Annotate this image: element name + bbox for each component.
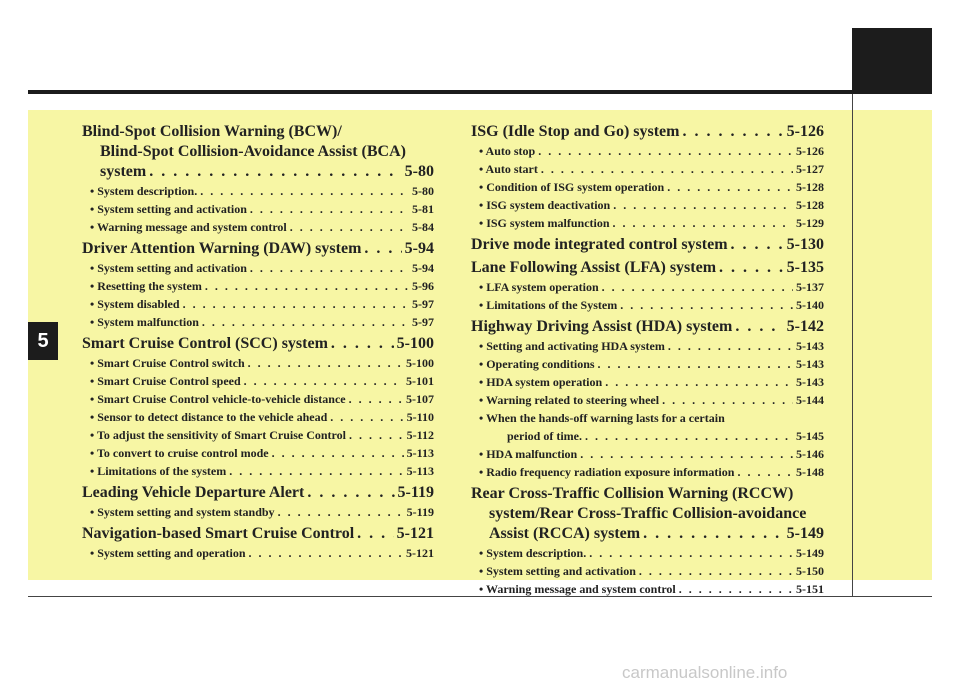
dot-leader [248, 354, 403, 372]
chapter-tab[interactable]: 5 [28, 322, 58, 360]
dot-leader [205, 277, 409, 295]
toc-section-entry[interactable] [82, 483, 434, 503]
page-number[interactable]: 5-127 [796, 162, 824, 176]
toc-section-title: Highway Driving Assist (HDA) system [471, 318, 733, 335]
page-number[interactable]: 5-107 [406, 392, 434, 406]
page-number[interactable]: 5-142 [786, 318, 824, 335]
dot-leader [580, 445, 793, 463]
toc-subsection-entry[interactable] [82, 372, 434, 390]
toc-subsection-entry[interactable] [471, 337, 824, 355]
page-number[interactable]: 5-113 [406, 464, 434, 478]
toc-section-title: Leading Vehicle Departure Alert [82, 484, 305, 501]
page-number[interactable]: 5-121 [406, 546, 434, 560]
page-number[interactable]: 5-110 [406, 410, 434, 424]
dot-leader [250, 259, 409, 277]
page-number[interactable]: 5-119 [406, 505, 434, 519]
toc-entry-line [90, 218, 434, 236]
toc-subsection-entry[interactable] [471, 409, 824, 445]
toc-subsection-entry[interactable] [82, 259, 434, 277]
page-number[interactable]: 5-143 [796, 339, 824, 353]
toc-subsection-title: • Condition of ISG system operation [479, 180, 665, 194]
toc-section-title: ISG (Idle Stop and Go) system [471, 123, 680, 140]
toc-left-column [82, 122, 434, 562]
toc-subsection-title: • LFA system operation [479, 280, 599, 294]
toc-subsection-title: period of time. [507, 429, 582, 443]
toc-entry-line [479, 427, 824, 445]
dot-leader [349, 390, 403, 408]
toc-subsection-title: • Warning message and system control [479, 582, 676, 596]
dot-leader [349, 426, 404, 444]
page-number[interactable]: 5-94 [404, 240, 434, 257]
toc-subsection-title: • Radio frequency radiation exposure information [479, 465, 735, 479]
toc-entry-line [479, 296, 824, 314]
toc-subsection-entry[interactable] [82, 462, 434, 480]
toc-entry-line [82, 483, 434, 503]
toc-subsection-entry[interactable] [82, 182, 434, 200]
toc-subsection-title: • System setting and activation [90, 261, 247, 275]
toc-subsection-entry[interactable] [82, 295, 434, 313]
dot-leader [202, 313, 409, 331]
toc-subsection-entry[interactable] [82, 408, 434, 426]
toc-subsection-title: • ISG system malfunction [479, 216, 610, 230]
toc-subsection-entry[interactable] [471, 391, 824, 409]
page-number[interactable]: 5-128 [796, 198, 824, 212]
toc-entry-line [90, 313, 434, 331]
dot-leader [357, 524, 394, 544]
toc-subsection-entry[interactable] [471, 178, 824, 196]
dot-leader [602, 278, 793, 296]
dot-leader [330, 408, 403, 426]
toc-entry-line [479, 580, 824, 598]
toc-subsection-entry[interactable] [471, 544, 824, 562]
toc-entry-line [82, 122, 434, 142]
toc-section-title: Drive mode integrated control system [471, 236, 728, 253]
toc-subsection-title: • HDA malfunction [479, 447, 578, 461]
corner-tab-block [852, 28, 932, 90]
toc-subsection-title: • System setting and system standby [90, 505, 275, 519]
toc-subsection-title: • Smart Cruise Control vehicle-to-vehicle distance [90, 392, 346, 406]
dot-leader [183, 295, 409, 313]
toc-entry-line [82, 239, 434, 259]
toc-subsection-entry[interactable] [471, 445, 824, 463]
dot-leader [229, 462, 403, 480]
toc-entry-line [479, 337, 824, 355]
toc-entry-line [479, 562, 824, 580]
page-number[interactable]: 5-143 [796, 357, 824, 371]
toc-entry-line [471, 524, 824, 544]
page-number[interactable]: 5-129 [796, 216, 824, 230]
dot-leader [737, 463, 793, 481]
page-number[interactable]: 5-137 [796, 280, 824, 294]
dot-leader [541, 160, 793, 178]
dot-leader [605, 373, 793, 391]
toc-right-column [471, 122, 824, 598]
toc-section-entry[interactable] [471, 258, 824, 278]
toc-subsection-entry[interactable] [471, 373, 824, 391]
page-number[interactable]: 5-126 [796, 144, 824, 158]
toc-subsection-entry[interactable] [82, 354, 434, 372]
toc-subsection-entry[interactable] [471, 296, 824, 314]
dot-leader [290, 218, 409, 236]
dot-leader [613, 196, 793, 214]
dot-leader [719, 258, 784, 278]
toc-subsection-entry[interactable] [471, 160, 824, 178]
page-number[interactable]: 5-149 [786, 525, 824, 542]
toc-entry-line [90, 462, 434, 480]
side-divider [852, 94, 853, 597]
page-number[interactable]: 5-135 [786, 259, 824, 276]
toc-section-title: system [100, 163, 147, 180]
toc-subsection-title: • System description. [479, 546, 587, 560]
toc-entry-line [479, 544, 824, 562]
page-number[interactable]: 5-100 [406, 356, 434, 370]
toc-subsection-entry[interactable] [471, 580, 824, 598]
page-number[interactable]: 5-143 [796, 375, 824, 389]
page-number[interactable]: 5-97 [412, 315, 434, 329]
toc-entry-line [90, 372, 434, 390]
toc-entry-line [471, 258, 824, 278]
toc-entry-line [90, 295, 434, 313]
page-number[interactable]: 5-146 [796, 447, 824, 461]
toc-section-title: Blind-Spot Collision Warning (BCW)/ [82, 123, 342, 140]
toc-subsection-title: • Setting and activating HDA system [479, 339, 665, 353]
toc-section-entry[interactable] [82, 524, 434, 544]
toc-entry-line [90, 408, 434, 426]
toc-entry-line [479, 391, 824, 409]
page-number[interactable]: 5-80 [412, 184, 434, 198]
toc-section-entry[interactable] [471, 235, 824, 255]
page-number[interactable]: 5-113 [406, 446, 434, 460]
toc-entry-line [90, 426, 434, 444]
page-number[interactable]: 5-150 [796, 564, 824, 578]
toc-entry-line [90, 390, 434, 408]
dot-leader [613, 214, 793, 232]
dot-leader [249, 544, 403, 562]
toc-section-entry[interactable] [471, 122, 824, 142]
toc-entry-line [82, 162, 434, 182]
toc-subsection-title: • System setting and activation [479, 564, 636, 578]
toc-entry-line [471, 484, 824, 504]
toc-subsection-entry[interactable] [82, 390, 434, 408]
toc-subsection-entry[interactable] [471, 214, 824, 232]
toc-subsection-entry[interactable] [82, 277, 434, 295]
toc-section-title: Lane Following Assist (LFA) system [471, 259, 717, 276]
toc-entry-line [82, 334, 434, 354]
page-number[interactable]: 5-149 [796, 546, 824, 560]
toc-section-entry[interactable] [82, 239, 434, 259]
toc-entry-line [90, 200, 434, 218]
toc-subsection-entry[interactable] [82, 313, 434, 331]
page-number[interactable]: 5-121 [396, 525, 434, 542]
toc-subsection-entry[interactable] [471, 355, 824, 373]
toc-subsection-entry[interactable] [471, 278, 824, 296]
toc-entry-line [479, 445, 824, 463]
toc-subsection-title: • When the hands-off warning lasts for a certain [479, 411, 725, 425]
dot-leader [278, 503, 404, 521]
toc-entry-line [479, 196, 824, 214]
toc-subsection-entry[interactable] [82, 426, 434, 444]
dot-leader [735, 317, 783, 337]
toc-entry-line [479, 409, 824, 427]
toc-entry-line [90, 444, 434, 462]
toc-subsection-title: • Warning message and system control [90, 220, 287, 234]
toc-section-entry[interactable] [471, 317, 824, 337]
toc-subsection-title: • Limitations of the system [90, 464, 227, 478]
toc-subsection-title: • System setting and activation [90, 202, 247, 216]
toc-subsection-entry[interactable] [471, 142, 824, 160]
toc-subsection-title: • To adjust the sensitivity of Smart Cruise Control [90, 428, 346, 442]
toc-entry-line [479, 278, 824, 296]
page-number[interactable]: 5-96 [412, 279, 434, 293]
toc-section-title: Rear Cross-Traffic Collision Warning (RCCW) [471, 485, 794, 502]
toc-subsection-title: • Limitations of the System [479, 298, 618, 312]
toc-entry-line [471, 317, 824, 337]
page-number[interactable]: 5-119 [397, 484, 434, 501]
top-rule [28, 90, 932, 94]
dot-leader [589, 544, 793, 562]
toc-subsection-title: • System description. [90, 184, 198, 198]
toc-entry-line [479, 463, 824, 481]
toc-subsection-title: • ISG system deactivation [479, 198, 611, 212]
dot-leader [620, 296, 793, 314]
toc-entry-line [82, 524, 434, 544]
toc-entry-line [90, 182, 434, 200]
toc-subsection-title: • Auto start [479, 162, 538, 176]
toc-subsection-entry[interactable] [82, 444, 434, 462]
dot-leader [731, 235, 784, 255]
dot-leader [200, 182, 409, 200]
dot-leader [538, 142, 793, 160]
toc-subsection-title: • Auto stop [479, 144, 536, 158]
dot-leader [662, 391, 793, 409]
toc-entry-line [90, 354, 434, 372]
toc-section-title: Blind-Spot Collision-Avoidance Assist (BCA) [100, 143, 406, 160]
dot-leader [682, 122, 783, 142]
page-number[interactable]: 5-101 [406, 374, 434, 388]
toc-subsection-entry[interactable] [471, 562, 824, 580]
page-number[interactable]: 5-94 [412, 261, 434, 275]
page-number[interactable]: 5-140 [796, 298, 824, 312]
page-number[interactable]: 5-80 [404, 163, 434, 180]
toc-subsection-title: • HDA system operation [479, 375, 603, 389]
toc-subsection-title: • Operating conditions [479, 357, 595, 371]
dot-leader [364, 239, 401, 259]
page-number[interactable]: 5-97 [412, 297, 434, 311]
toc-subsection-title: • Smart Cruise Control switch [90, 356, 245, 370]
toc-section-entry[interactable] [471, 484, 824, 544]
toc-subsection-title: • System disabled [90, 297, 180, 311]
toc-subsection-title: • Warning related to steering wheel [479, 393, 660, 407]
dot-leader [244, 372, 403, 390]
toc-entry-line [479, 214, 824, 232]
toc-subsection-title: • System setting and operation [90, 546, 246, 560]
toc-section-title: Driver Attention Warning (DAW) system [82, 240, 362, 257]
page-number[interactable]: 5-145 [796, 429, 824, 443]
toc-entry-line [90, 259, 434, 277]
dot-leader [643, 524, 784, 544]
toc-subsection-title: • Sensor to detect distance to the vehicle ahead [90, 410, 328, 424]
toc-entry-line [90, 503, 434, 521]
toc-entry-line [90, 277, 434, 295]
dot-leader [598, 355, 793, 373]
toc-subsection-entry[interactable] [471, 463, 824, 481]
toc-section-title: Assist (RCCA) system [489, 525, 641, 542]
toc-subsection-entry[interactable] [82, 544, 434, 562]
dot-leader [250, 200, 409, 218]
toc-section-entry[interactable] [82, 334, 434, 354]
toc-subsection-entry[interactable] [471, 196, 824, 214]
toc-entry-line [471, 235, 824, 255]
watermark: carmanualsonline.info [622, 663, 788, 682]
toc-entry-line [479, 160, 824, 178]
dot-leader [667, 178, 793, 196]
dot-leader [307, 483, 394, 503]
toc-subsection-entry[interactable] [82, 503, 434, 521]
toc-section-title: Navigation-based Smart Cruise Control [82, 525, 355, 542]
page-number[interactable]: 5-151 [796, 582, 824, 596]
toc-entry-line [82, 142, 434, 162]
page-number[interactable]: 5-148 [796, 465, 824, 479]
toc-entry-line [471, 122, 824, 142]
toc-entry-line [479, 142, 824, 160]
dot-leader [668, 337, 793, 355]
dot-leader [149, 162, 401, 182]
page-number[interactable]: 5-81 [412, 202, 434, 216]
toc-entry-line [479, 373, 824, 391]
toc-section-title: system/Rear Cross-Traffic Collision-avoidance [489, 505, 807, 522]
toc-entry-line [90, 544, 434, 562]
toc-subsection-entry[interactable] [82, 218, 434, 236]
toc-subsection-title: • Smart Cruise Control speed [90, 374, 241, 388]
toc-section-title: Smart Cruise Control (SCC) system [82, 335, 328, 352]
dot-leader [639, 562, 793, 580]
page-number[interactable]: 5-84 [412, 220, 434, 234]
toc-subsection-title: • Resetting the system [90, 279, 202, 293]
toc-subsection-entry[interactable] [82, 200, 434, 218]
dot-leader [679, 580, 793, 598]
toc-entry-line [479, 178, 824, 196]
page-number[interactable]: 5-112 [406, 428, 434, 442]
page-number[interactable]: 5-130 [786, 236, 824, 253]
page-number[interactable]: 5-126 [786, 123, 824, 140]
dot-leader [585, 427, 793, 445]
page-number[interactable]: 5-100 [396, 335, 434, 352]
toc-subsection-title: • System malfunction [90, 315, 199, 329]
toc-subsection-title: • To convert to cruise control mode [90, 446, 269, 460]
dot-leader [331, 334, 394, 354]
dot-leader [272, 444, 404, 462]
toc-section-entry[interactable] [82, 122, 434, 182]
page-number[interactable]: 5-144 [796, 393, 824, 407]
page-number[interactable]: 5-128 [796, 180, 824, 194]
toc-entry-line [479, 355, 824, 373]
toc-entry-line [471, 504, 824, 524]
